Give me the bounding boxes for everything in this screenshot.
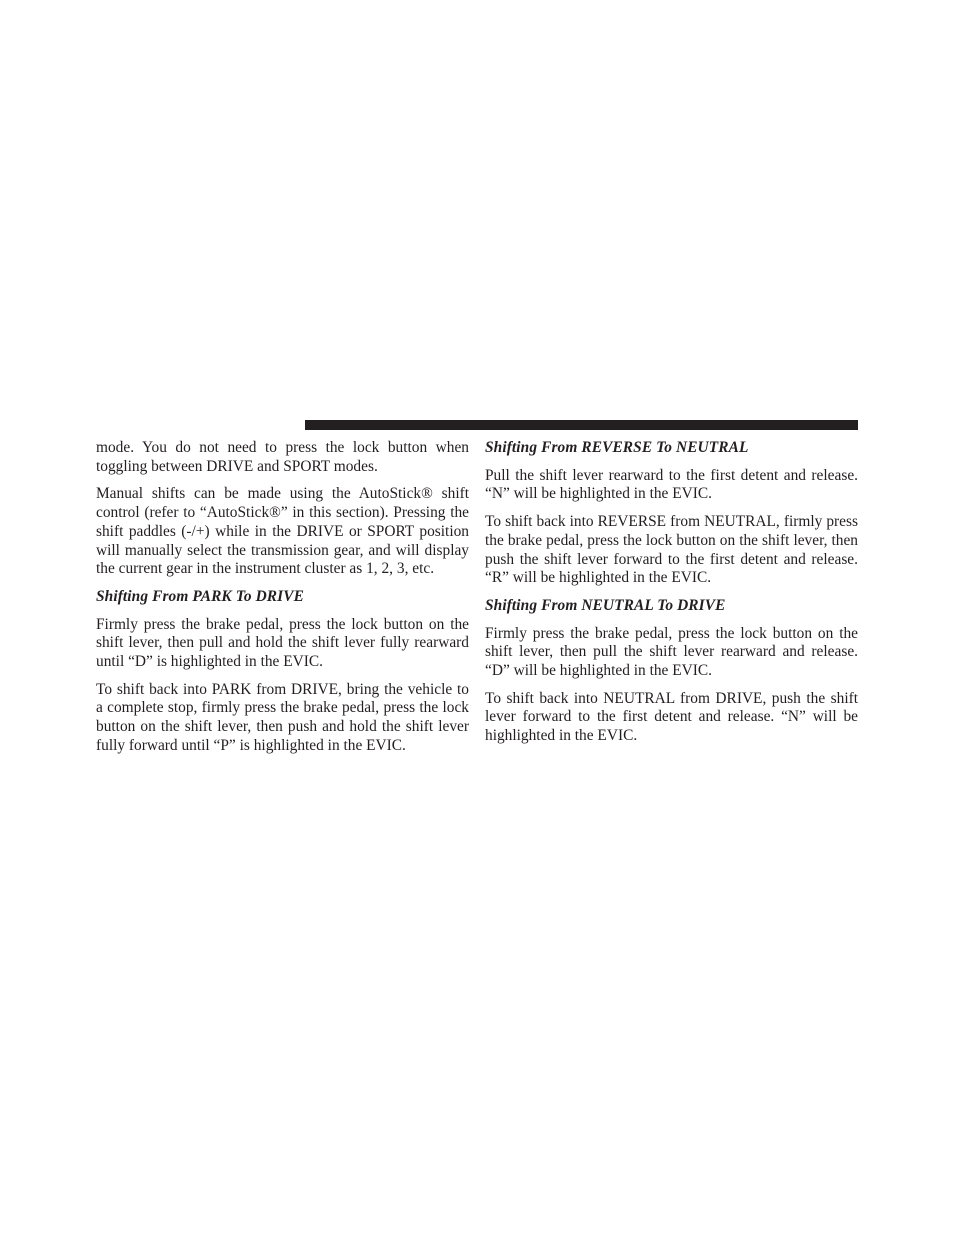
paragraph-drive-to-park: To shift back into PARK from DRIVE, bring the vehicle to a complete stop, firmly press the brake pedal, press the lock button on the shift lever, then push and hold the shift lever fully forward until “P” is highlighted in the EVIC. <box>96 680 469 754</box>
paragraph-neutral-to-reverse: To shift back into REVERSE from NEUTRAL, firmly press the brake pedal, press the lock button on the shift lever, then push the shift lever forward to the first detent and release. “R” will be highlighted in the EVIC. <box>485 513 858 587</box>
paragraph-drive-to-neutral: To shift back into NEUTRAL from DRIVE, push the shift lever forward to the first detent and release. “N” will be highlighted in the EVIC. <box>485 689 858 745</box>
left-column <box>96 439 469 765</box>
paragraph-park-to-drive: Firmly press the brake pedal, press the lock button on the shift lever, then pull and hold the shift lever fully rearward until “D” is highlighted in the EVIC. <box>96 615 469 671</box>
paragraph-mode-toggle: mode. You do not need to press the lock button when toggling between DRIVE and SPORT modes. <box>96 439 469 475</box>
heading-reverse-to-neutral: Shifting From REVERSE To NEUTRAL <box>485 439 749 456</box>
heading-park-to-drive: Shifting From PARK To DRIVE <box>96 587 304 605</box>
paragraph-reverse-to-neutral: Pull the shift lever rearward to the first detent and release. “N” will be highlighted in the EVIC. <box>485 466 858 503</box>
paragraph-manual-shifts: Manual shifts can be made using the AutoStick® shift control (refer to “AutoStick®” in this section). Pressing the shift paddles (-/+) while in the DRIVE or SPORT position will manually select the transmission gear, and will display the current gear in the instrument cluster as 1, 2, 3, etc. <box>96 485 469 578</box>
paragraph-neutral-to-drive: Firmly press the brake pedal, press the lock button on the shift lever, then pull the shift lever rearward and release. “D” will be highlighted in the EVIC. <box>485 624 858 680</box>
right-column <box>485 439 858 755</box>
heading-neutral-to-drive: Shifting From NEUTRAL To DRIVE <box>485 596 726 614</box>
section-header-rule <box>305 420 858 430</box>
